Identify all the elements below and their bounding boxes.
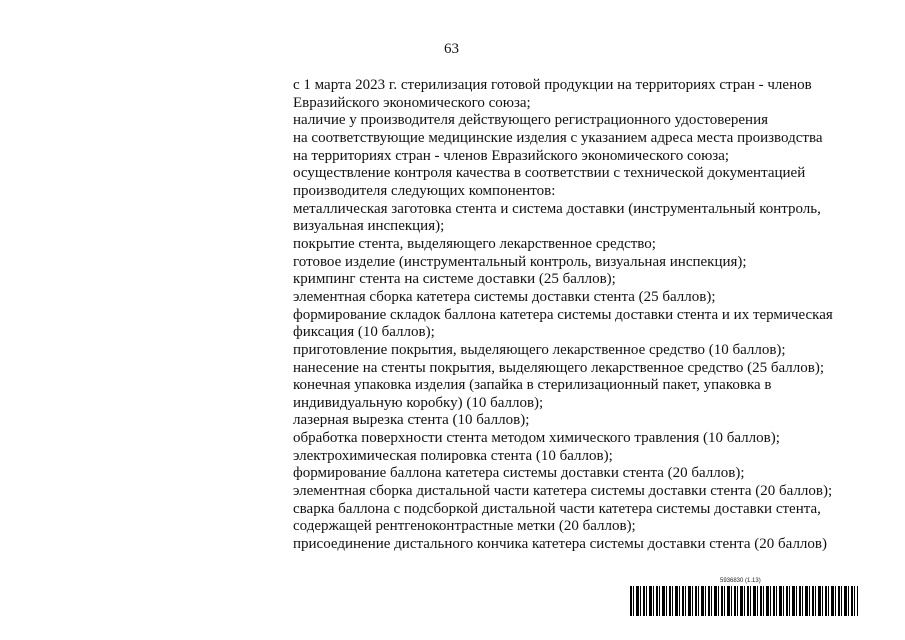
- text-line: содержащей рентгеноконтрастные метки (20 баллов);: [293, 518, 636, 535]
- text-line: кримпинг стента на системе доставки (25 баллов);: [293, 271, 616, 288]
- text-line: лазерная вырезка стента (10 баллов);: [293, 412, 530, 429]
- document-body: [293, 77, 853, 554]
- text-line: элементная сборка дистальной части катетера системы доставки стента (20 баллов);: [293, 483, 833, 500]
- text-line: Евразийского экономического союза;: [293, 94, 531, 111]
- text-line: нанесение на стенты покрытия, выделяющего лекарственное средство (25 баллов);: [293, 359, 825, 376]
- text-line: приготовление покрытия, выделяющего лекарственное средство (10 баллов);: [293, 341, 786, 358]
- text-line: присоединение дистального кончика катетера системы доставки стента (20 баллов): [293, 536, 827, 553]
- text-line: формирование складок баллона катетера системы доставки стента и их термическая: [293, 306, 833, 323]
- text-line: сварка баллона с подсборкой дистальной части катетера системы доставки стента,: [293, 500, 821, 517]
- text-line: металлическая заготовка стента и система доставки (инструментальный контроль,: [293, 200, 821, 217]
- text-line: производителя следующих компонентов:: [293, 182, 556, 199]
- text-line: визуальная инспекция);: [293, 218, 445, 235]
- text-line: покрытие стента, выделяющего лекарственное средство;: [293, 235, 656, 252]
- text-line: электрохимическая полировка стента (10 баллов);: [293, 447, 613, 464]
- barcode-caption: 5936830 (1.13): [720, 578, 761, 584]
- barcode-image: [630, 586, 858, 616]
- text-line: наличие у производителя действующего регистрационного удостоверения: [293, 112, 769, 129]
- text-line: формирование баллона катетера системы доставки стента (20 баллов);: [293, 465, 745, 482]
- text-line: на соответствующие медицинские изделия с указанием адреса места производства: [293, 129, 823, 146]
- barcode-block: [630, 578, 858, 616]
- text-line: фиксация (10 баллов);: [293, 324, 435, 341]
- text-line: индивидуальную коробку) (10 баллов);: [293, 394, 544, 411]
- page-number: 63: [444, 41, 459, 57]
- text-line: осуществление контроля качества в соответствии с технической документацией: [293, 165, 806, 182]
- text-line: с 1 марта 2023 г. стерилизация готовой продукции на территориях стран - членов: [293, 77, 812, 93]
- text-line: обработка поверхности стента методом химического травления (10 баллов);: [293, 430, 780, 447]
- text-line: элементная сборка катетера системы доставки стента (25 баллов);: [293, 288, 716, 305]
- text-line: на территориях стран - членов Евразийского экономического союза;: [293, 147, 730, 164]
- text-line: готовое изделие (инструментальный контроль, визуальная инспекция);: [293, 253, 747, 270]
- text-line: конечная упаковка изделия (запайка в стерилизационный пакет, упаковка в: [293, 377, 772, 394]
